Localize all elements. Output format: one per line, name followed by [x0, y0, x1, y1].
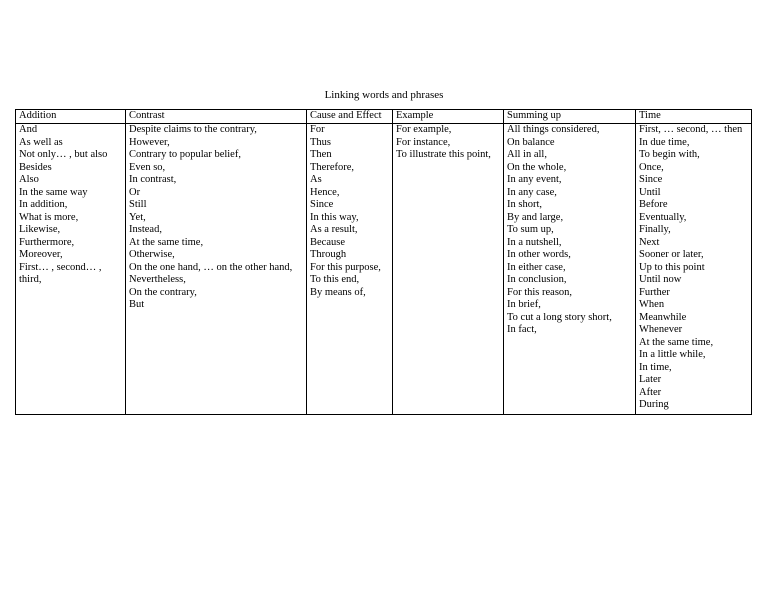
list-item: Then: [310, 149, 332, 160]
list-item: Until now: [639, 274, 682, 285]
list-item: In fact,: [507, 324, 537, 335]
list-item: Further: [639, 286, 670, 298]
list-item: Eventually,: [639, 211, 687, 223]
list-item: Also: [19, 174, 39, 185]
column-cell-summing-up: [504, 124, 636, 415]
document-title: Linking words and phrases: [324, 89, 444, 101]
list-item: Whenever: [639, 324, 683, 335]
list-item: In this way,: [310, 211, 359, 223]
list-item: Until: [639, 186, 661, 198]
list-item: On the whole,: [507, 161, 567, 173]
list-item: To cut a long story short,: [507, 311, 612, 323]
list-item: What is more,: [19, 211, 79, 223]
list-item: Thus: [310, 136, 331, 148]
list-item: To this end,: [310, 274, 360, 285]
list-item: During: [639, 399, 669, 410]
column-cell-time: [636, 124, 752, 415]
list-item: On the one hand, … on the other hand,: [129, 261, 293, 273]
list-item: In a nutshell,: [507, 236, 562, 248]
list-item: Or: [129, 186, 141, 198]
column-header-addition: Addition: [16, 110, 126, 124]
column-header-example: Example: [393, 110, 504, 124]
list-item: Since: [639, 174, 663, 185]
list-item: In either case,: [507, 261, 566, 273]
list-item: First, … second, … then: [639, 124, 743, 135]
list-item: As a result,: [310, 224, 358, 235]
list-item: To sum up,: [507, 224, 554, 235]
list-item: All in all,: [507, 149, 547, 160]
column-cell-cause-effect: [307, 124, 393, 415]
list-item: Contrary to popular belief,: [129, 149, 241, 160]
list-item: Sooner or later,: [639, 249, 704, 260]
list-item: Finally,: [639, 224, 671, 235]
list-item: In contrast,: [129, 174, 177, 185]
list-item: For example,: [396, 124, 452, 135]
list-item: third,: [19, 274, 42, 285]
list-item: Likewise,: [19, 224, 61, 235]
list-item: In the same way: [19, 186, 88, 198]
list-item: After: [639, 386, 662, 398]
list-item: Besides: [19, 161, 52, 173]
list-item: Nevertheless,: [129, 274, 186, 285]
list-item: In any event,: [507, 174, 562, 185]
list-item: And: [19, 124, 38, 135]
list-item: By means of,: [310, 286, 366, 298]
list-item: For this reason,: [507, 286, 573, 298]
list-item: Before: [639, 199, 668, 210]
list-item: Despite claims to the contrary,: [129, 124, 257, 135]
list-item: Because: [310, 236, 345, 248]
list-item: In other words,: [507, 249, 571, 260]
list-item: However,: [129, 136, 170, 148]
list-item: But: [129, 299, 145, 310]
column-header-contrast: Contrast: [126, 110, 307, 124]
list-item: In due time,: [639, 136, 690, 148]
list-item: Otherwise,: [129, 249, 175, 260]
table-header-row: [16, 110, 752, 124]
list-item: Furthermore,: [19, 236, 75, 248]
list-item: In a little while,: [639, 349, 706, 360]
list-item: To illustrate this point,: [396, 149, 491, 160]
list-item: In conclusion,: [507, 274, 567, 285]
list-item: Meanwhile: [639, 311, 687, 323]
list-item: At the same time,: [639, 336, 714, 348]
column-header-cause-effect: Cause and Effect: [307, 110, 393, 124]
list-item: For instance,: [396, 136, 451, 148]
column-header-time: Time: [636, 110, 752, 124]
list-item: In any case,: [507, 186, 557, 198]
list-item: In brief,: [507, 299, 541, 310]
list-item: To begin with,: [639, 149, 700, 160]
column-header-summing-up: Summing up: [504, 110, 636, 124]
list-item: On the contrary,: [129, 286, 197, 298]
list-item: Moreover,: [19, 249, 63, 260]
list-item: Not only… , but also: [19, 149, 108, 160]
list-item: Therefore,: [310, 161, 355, 173]
list-item: Yet,: [129, 211, 146, 223]
list-item: As: [310, 174, 322, 185]
list-item: As well as: [19, 136, 63, 148]
list-item: On balance: [507, 136, 555, 148]
column-cell-addition: [16, 124, 126, 415]
list-item: For: [310, 124, 325, 135]
list-item: Hence,: [310, 186, 340, 198]
column-cell-contrast: [126, 124, 307, 415]
list-item: Once,: [639, 161, 664, 173]
list-item: In time,: [639, 361, 672, 373]
list-item: Later: [639, 374, 662, 385]
list-item: First… , second… ,: [19, 261, 102, 273]
list-item: In addition,: [19, 199, 68, 210]
list-item: Instead,: [129, 224, 162, 235]
table-body-row: [16, 124, 752, 415]
linking-words-table: [15, 109, 752, 415]
list-item: Next: [639, 236, 660, 248]
list-item: Even so,: [129, 161, 166, 173]
list-item: Still: [129, 199, 147, 210]
list-item: For this purpose,: [310, 261, 381, 273]
list-item: In short,: [507, 199, 542, 210]
list-item: Through: [310, 249, 347, 260]
list-item: By and large,: [507, 211, 564, 223]
list-item: When: [639, 299, 665, 310]
list-item: At the same time,: [129, 236, 204, 248]
list-item: Since: [310, 199, 334, 210]
list-item: Up to this point: [639, 261, 705, 273]
column-cell-example: [393, 124, 504, 415]
list-item: All things considered,: [507, 124, 600, 135]
